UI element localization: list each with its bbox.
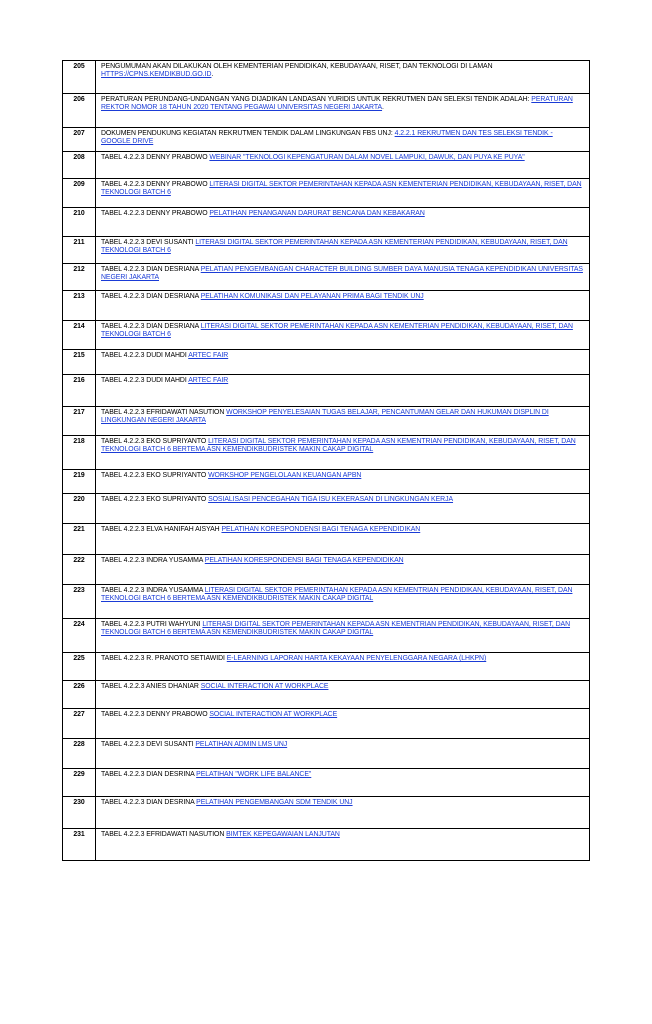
table-row — [63, 555, 590, 585]
row-number: 207 — [63, 128, 96, 152]
row-link[interactable]: LITERASI DIGITAL SEKTOR PEMERINTAHAN KEPADA ASN KEMENTERIAN PENDIDIKAN, KEBUDAYAAN, RISET, DAN TEKNOLOGI BATCH 6 — [101, 323, 573, 339]
row-description — [96, 375, 590, 407]
row-description — [96, 321, 590, 350]
row-number: 228 — [63, 739, 96, 769]
row-text: TABEL 4.2.2.3 DUDI MAHDI — [101, 377, 189, 384]
table-row — [63, 61, 590, 94]
row-link[interactable]: WORKSHOP PENGELOLAAN KEUANGAN APBN — [208, 472, 362, 479]
row-link[interactable]: PELATIHAN KOMUNIKASI DAN PELAYANAN PRIMA BAGI TENDIK UNJ — [200, 293, 424, 300]
row-link[interactable]: ARTEC FAIR — [188, 352, 229, 359]
row-description — [96, 407, 590, 436]
row-description — [96, 61, 590, 94]
row-description — [96, 739, 590, 769]
row-text: TABEL 4.2.2.3 DIAN DESRINA — [101, 799, 197, 806]
row-description — [96, 829, 590, 861]
row-link[interactable]: ARTEC FAIR — [188, 377, 229, 384]
row-text: TABEL 4.2.2.3 EKO SUPRIYANTO — [101, 438, 209, 445]
table-row — [63, 494, 590, 524]
row-link[interactable]: SOCIAL INTERACTION AT WORKPLACE — [209, 711, 338, 718]
row-text: TABEL 4.2.2.3 DENNY PRABOWO — [101, 154, 210, 161]
row-text: TABEL 4.2.2.3 DIAN DESRIANA — [101, 323, 201, 330]
row-text-after: . — [211, 71, 214, 79]
row-link[interactable]: SOSIALISASI PENCEGAHAN TIGA ISU KEKERASAN DI LINGKUNGAN KERJA — [208, 496, 454, 503]
row-number: 218 — [63, 436, 96, 470]
row-link[interactable]: SOCIAL INTERACTION AT WORKPLACE — [200, 683, 329, 690]
row-description — [96, 94, 590, 128]
row-link[interactable]: WORKSHOP PENYELESAIAN TUGAS BELAJAR, PENCANTUMAN GELAR DAN HUKUMAN DISPLIN DI LINGKUNGAN NEGERI JAKARTA — [101, 409, 549, 425]
row-link[interactable]: PELATIHAN KORESPONDENSI BAGI TENAGA KEPENDIDIKAN — [204, 557, 404, 564]
row-number: 225 — [63, 653, 96, 681]
table-row — [63, 619, 590, 653]
row-number: 223 — [63, 585, 96, 619]
row-number: 220 — [63, 494, 96, 524]
row-text: TABEL 4.2.2.3 ELVA HANIFAH AISYAH — [101, 526, 222, 533]
row-description — [96, 179, 590, 208]
row-link[interactable]: PELATIHAN PENGEMBANGAN SDM TENDIK UNJ — [196, 799, 353, 806]
row-text: DOKUMEN PENDUKUNG KEGIATAN REKRUTMEN TENDIK DALAM LINGKUNGAN FBS UNJ: — [101, 130, 395, 137]
row-description — [96, 128, 590, 152]
row-text: TABEL 4.2.2.3 EFRIDAWATI NASUTION — [101, 409, 227, 416]
row-text: TABEL 4.2.2.3 DIAN DESRINA — [101, 771, 197, 778]
row-number: 229 — [63, 769, 96, 797]
row-description — [96, 350, 590, 375]
row-number: 210 — [63, 208, 96, 237]
row-number: 209 — [63, 179, 96, 208]
row-link[interactable]: LITERASI DIGITAL SEKTOR PEMERINTAHAN KEPADA ASN KEMENTRIAN PENDIDIKAN, KEBUDAYAAN, RISET, DAN TEKNOLOGI BATCH 6 BERTEMA ASN KEMENDIKBUDRISTEK MAKIN CAKAP DIGITAL — [101, 438, 576, 454]
row-text: TABEL 4.2.2.3 INDRA YUSAMMA — [101, 557, 205, 564]
table-row — [63, 128, 590, 152]
row-description — [96, 436, 590, 470]
table-row — [63, 375, 590, 407]
row-description — [96, 264, 590, 291]
table-row — [63, 237, 590, 264]
row-number: 217 — [63, 407, 96, 436]
table-row — [63, 709, 590, 739]
table-row — [63, 769, 590, 797]
row-link[interactable]: HTTPS://CPNS.KEMDIKBUD.GO.ID — [101, 71, 212, 79]
row-link[interactable]: WEBINAR "TEKNOLOGI KEPENGATURAN DALAM NOVEL LAMPUKI, DAWUK, DAN PUYA KE PUYA" — [209, 154, 525, 161]
row-text: TABEL 4.2.2.3 DENNY PRABOWO — [101, 210, 210, 217]
row-link[interactable]: PELATIAN PENGEMBANGAN CHARACTER BUILDING SUMBER DAYA MANUSIA TENAGA KEPENDIDIKAN UNIVERSITAS NEGERI JAKARTA — [101, 266, 583, 282]
row-link[interactable]: LITERASI DIGITAL SEKTOR PEMERINTAHAN KEPADA ASN KEMENTERIAN PENDIDIKAN, KEBUDAYAAN, RISET, DAN TEKNOLOGI BATCH 6 — [101, 239, 568, 255]
row-link[interactable]: PELATIHAN "WORK LIFE BALANCE" — [196, 771, 312, 778]
table-row — [63, 681, 590, 709]
row-description — [96, 653, 590, 681]
row-number: 208 — [63, 152, 96, 179]
table-row — [63, 739, 590, 769]
row-link[interactable]: LITERASI DIGITAL SEKTOR PEMERINTAHAN KEPADA ASN KEMENTERIAN PENDIDIKAN, KEBUDAYAAN, RISET, DAN TEKNOLOGI BATCH 6 — [101, 181, 582, 197]
row-link[interactable]: LITERASI DIGITAL SEKTOR PEMERINTAHAN KEPADA ASN KEMENTRIAN PENDIDIKAN, KEBUDAYAAN, RISET, DAN TEKNOLOGI BATCH 6 BERTEMA ASN KEMENDIKBUDRISTEK MAKIN CAKAP DIGITAL — [101, 621, 571, 637]
table-body — [63, 61, 590, 861]
row-number: 221 — [63, 524, 96, 555]
table-row — [63, 208, 590, 237]
row-link[interactable]: LITERASI DIGITAL SEKTOR PEMERINTAHAN KEPADA ASN KEMENTRIAN PENDIDIKAN, KEBUDAYAAN, RISET, DAN TEKNOLOGI BATCH 6 BERTEMA ASN KEMENDIKBUDRISTEK MAKIN CAKAP DIGITAL — [101, 587, 573, 603]
row-description — [96, 152, 590, 179]
row-description — [96, 619, 590, 653]
row-link[interactable]: PELATIHAN ADMIN LMS UNJ — [195, 741, 288, 748]
row-number: 216 — [63, 375, 96, 407]
row-description — [96, 524, 590, 555]
row-description — [96, 208, 590, 237]
row-text: TABEL 4.2.2.3 R. PRANOTO SETIAWIDI — [101, 655, 227, 662]
table-row — [63, 470, 590, 494]
row-description — [96, 291, 590, 321]
row-number: 230 — [63, 797, 96, 829]
row-description — [96, 797, 590, 829]
table-row — [63, 797, 590, 829]
table-row — [63, 291, 590, 321]
row-number: 214 — [63, 321, 96, 350]
row-description — [96, 555, 590, 585]
row-description — [96, 494, 590, 524]
row-text-after: . — [382, 104, 384, 112]
table-row — [63, 407, 590, 436]
row-link[interactable]: BIMTEK KEPEGAWAIAN LANJUTAN — [226, 831, 340, 838]
row-link[interactable]: 4.2.2.1 REKRUTMEN DAN TES SELEKSI TENDIK - GOOGLE DRIVE — [101, 130, 553, 146]
row-number: 215 — [63, 350, 96, 375]
row-number: 231 — [63, 829, 96, 861]
table-row — [63, 94, 590, 128]
row-number: 212 — [63, 264, 96, 291]
row-number: 222 — [63, 555, 96, 585]
row-text: PENGUMUMAN AKAN DILAKUKAN OLEH KEMENTERIAN PENDIDIKAN, KEBUDAYAAN, RISET, DAN TEKNOLOGI DI LAMAN — [101, 63, 493, 70]
table-row — [63, 436, 590, 470]
row-number: 213 — [63, 291, 96, 321]
table-row — [63, 585, 590, 619]
row-link[interactable]: PELATIHAN PENANGANAN DARURAT BENCANA DAN KEBAKARAN — [209, 210, 425, 217]
row-number: 227 — [63, 709, 96, 739]
table-row — [63, 264, 590, 291]
row-number: 224 — [63, 619, 96, 653]
row-description — [96, 681, 590, 709]
table-row — [63, 179, 590, 208]
row-number: 206 — [63, 94, 96, 128]
table-row — [63, 653, 590, 681]
row-link[interactable]: PERATURAN REKTOR NOMOR 18 TAHUN 2020 TENTANG PEGAWAI UNIVERSITAS NEGERI JAKARTA — [101, 96, 573, 112]
row-text: TABEL 4.2.2.3 EFRIDAWATI NASUTION — [101, 831, 227, 838]
table-row — [63, 829, 590, 861]
row-text: TABEL 4.2.2.3 ANIES DHANIAR — [101, 683, 201, 690]
row-link[interactable]: PELATIHAN KORESPONDENSI BAGI TENAGA KEPENDIDIKAN — [221, 526, 421, 533]
row-text: TABEL 4.2.2.3 DIAN DESRIANA — [101, 293, 201, 300]
row-text: TABEL 4.2.2.3 DUDI MAHDI — [101, 352, 189, 359]
row-number: 211 — [63, 237, 96, 264]
table-row — [63, 524, 590, 555]
row-text: TABEL 4.2.2.3 INDRA YUSAMMA — [101, 587, 205, 594]
row-description — [96, 237, 590, 264]
row-text: TABEL 4.2.2.3 DENNY PRABOWO — [101, 181, 210, 188]
row-text: TABEL 4.2.2.3 DIAN DESRIANA — [101, 266, 201, 273]
row-description — [96, 709, 590, 739]
row-link[interactable]: E-LEARNING LAPORAN HARTA KEKAYAAN PENYELENGGARA NEGARA (LHKPN) — [226, 655, 487, 662]
table-row — [63, 350, 590, 375]
row-number: 205 — [63, 61, 96, 94]
row-text: TABEL 4.2.2.3 DEVI SUSANTI — [101, 741, 196, 748]
row-description — [96, 470, 590, 494]
table-row — [63, 152, 590, 179]
row-text: TABEL 4.2.2.3 EKO SUPRIYANTO — [101, 496, 209, 503]
row-text: TABEL 4.2.2.3 DENNY PRABOWO — [101, 711, 210, 718]
row-number: 219 — [63, 470, 96, 494]
row-number: 226 — [63, 681, 96, 709]
row-text: TABEL 4.2.2.3 DEVI SUSANTI — [101, 239, 196, 246]
row-text: TABEL 4.2.2.3 EKO SUPRIYANTO — [101, 472, 209, 479]
row-text: PERATURAN PERUNDANG-UNDANGAN YANG DIJADIKAN LANDASAN YURIDIS UNTUK REKRUTMEN DAN SELEKSI TENDIK ADALAH: — [101, 96, 532, 103]
table-row — [63, 321, 590, 350]
row-description — [96, 585, 590, 619]
row-text: TABEL 4.2.2.3 PUTRI WAHYUNI — [101, 621, 203, 628]
row-description — [96, 769, 590, 797]
document-table — [62, 60, 590, 861]
